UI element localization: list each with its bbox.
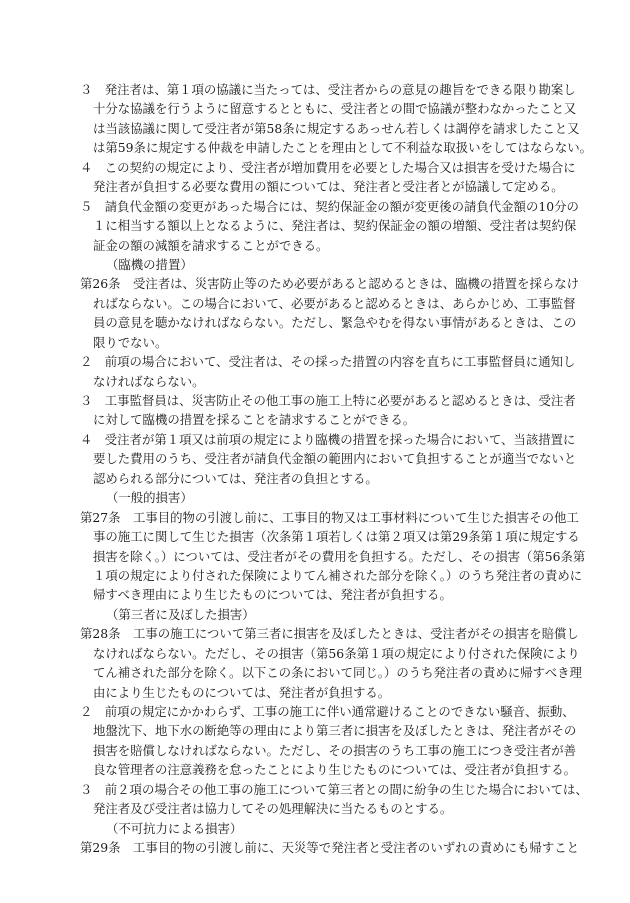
text-line: ３ 発注者は、第１項の協議に当たっては、受注者からの意見の趣旨をできる限り勘案し [80, 82, 576, 97]
text-line: 損害を賠償しなければならない。ただし、その損害のうち工事の施工につき受注者が善 [93, 742, 576, 758]
text-line: ３ 工事監督員は、災害防止その他工事の施工上特に必要があると認めるときは、受注者 [80, 393, 576, 408]
text-line: 地盤沈下、地下水の断絶等の理由により第三者に損害を及ぼしたときは、発注者がその [93, 723, 577, 739]
document-body [80, 80, 593, 858]
text-line: ２ 前項の場合において、受注者は、その採った措置の内容を直ちに工事監督員に通知し [80, 354, 576, 370]
text-line: に対して臨機の措置を採ることを請求することができる。 [93, 412, 416, 428]
text-line: 良な管理者の注意義務を怠ったことにより生じたものについては、受注者が負担する。 [93, 762, 576, 778]
text-line: ればならない。この場合において、必要があると認めるときは、あらかじめ、工事監督 [93, 295, 576, 311]
clause-paragraph [80, 702, 577, 780]
text-line: 十分な協議を行うように留意するとともに、受注者との間で協議が整わなかったこと又 [93, 101, 577, 117]
text-line: 認められる部分については、発注者の負担とする。 [93, 470, 378, 486]
clause-paragraph [80, 624, 582, 702]
text-line: 発注者が負担する必要な費用の額については、発注者と受注者とが協議して定める。 [93, 179, 564, 195]
text-line: １に相当する額以上となるように、発注者は、契約保証金の額の増額、受注者は契約保 [93, 218, 577, 234]
clause-paragraph [80, 838, 580, 857]
text-line: 限りでない。 [93, 334, 168, 350]
clause-paragraph [80, 780, 588, 819]
text-line: 第29条 工事目的物の引渡し前に、天災等で発注者と受注者のいずれの責めにも帰すこと [80, 840, 580, 856]
text-line: ４ 受注者が第１項又は前項の規定により臨機の措置を採った場合において、当該措置に [80, 431, 576, 447]
text-line: 事の施工に関して生じた損害（次条第１項若しくは第２項又は第29条第１項に規定する [93, 529, 580, 545]
article-caption: （不可抗力による損害） [106, 820, 243, 836]
text-line: 第26条 受注者は、災害防止等のため必要があると認めるときは、臨機の措置を採らなけ [80, 276, 580, 292]
article-caption: （第三者に及ぼした損害） [106, 606, 255, 622]
clause-paragraph [80, 430, 577, 488]
article-caption: （臨機の措置） [106, 256, 193, 272]
text-line: は当該協議に関して受注者が第58条に規定するあっせん若しくは調停を請求したこと又 [93, 120, 580, 136]
text-line: １項の規定により付された保険によりてん補された部分を除く。）のうち発注者の責めに [93, 567, 583, 583]
text-line: 要した費用のうち、受注者が請負代金額の範囲内において負担することが適当でないと [93, 451, 577, 467]
clause-paragraph [80, 80, 593, 158]
text-line: ４ この契約の規定により、受注者が増加費用を必要とした場合又は損害を受けた場合に [80, 159, 576, 175]
text-line: 帰すべき理由により生じたものについては、発注者が負担する。 [93, 587, 452, 603]
text-line: 損害を除く。）については、受注者がその費用を負担する。ただし、その損害（第56条第 [93, 548, 586, 564]
clause-paragraph [80, 274, 580, 352]
clause-paragraph [80, 197, 579, 255]
text-line: は第59条に規定する仲裁を申請したことを理由として不利益な取扱いをしてはならない。 [93, 140, 593, 156]
text-line: ５ 請負代金額の変更があった場合には、契約保証金の額が変更後の請負代金額の10分の [80, 198, 579, 214]
article-caption: （一般的損害） [106, 490, 193, 506]
text-line: 発注者及び受注者は協力してその処理解決に当たるものとする。 [93, 801, 453, 817]
clause-paragraph [80, 352, 576, 391]
clause-paragraph [80, 508, 586, 605]
text-line: てん補された部分を除く。以下この条において同じ。）のうち発注者の責めに帰すべき理 [93, 665, 582, 681]
text-line: 由により生じたものについては、発注者が負担する。 [93, 684, 391, 700]
text-line: ２ 前項の規定にかかわらず、工事の施工に伴い通常避けることのできない騒音、振動、 [80, 704, 575, 719]
text-line: ３ 前２項の場合その他工事の施工について第三者との間に紛争の生じた場合においては、 [80, 781, 588, 797]
clause-paragraph [80, 391, 576, 430]
text-line: 証金の額の減額を請求することができる。 [93, 237, 329, 253]
clause-paragraph [80, 158, 576, 197]
text-line: 員の意見を聴かなければならない。ただし、緊急やむを得ない事情があるときは、この [93, 315, 577, 331]
text-line: なければならない。ただし、その損害（第56条第１項の規定により付された保険により [93, 645, 580, 661]
text-line: 第27条 工事目的物の引渡し前に、工事目的物又は工事材料について生じた損害その他工 [80, 509, 579, 525]
text-line: なければならない。 [93, 373, 205, 389]
text-line: 第28条 工事の施工について第三者に損害を及ぼしたときは、受注者がその損害を賠償し [80, 626, 579, 642]
